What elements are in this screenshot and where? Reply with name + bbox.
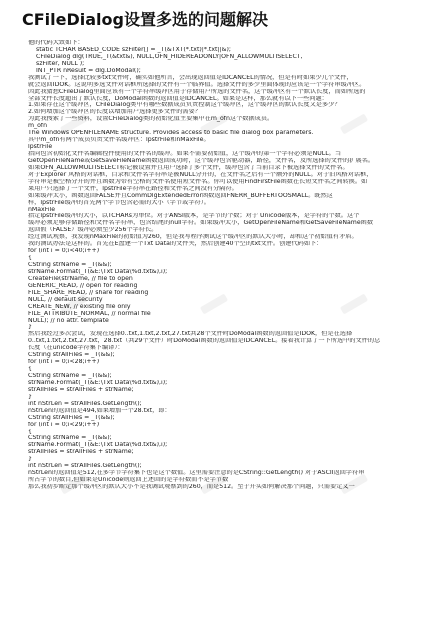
text-line: 因此我猜想CFileDialog里面应该有一个字符串缓冲区用于存储用户所选的文件名，这个缓冲区有一个默认长度，而如所选的 [28,88,366,95]
text-line: 0..txt,1.txt,2.txt,27.txt，28.txt（共29个文件）时DoModal函数的返回值是IDCANCEL。接着我计算了一下所选中的文件的总 [28,338,381,345]
text-line: 经过测试观察，我发现nMaxFile的初始值为260，但是我写程序测试这个缓冲区的默认大小时，却和这个初始值有矛盾。 [28,234,358,241]
text-line: { [28,255,32,262]
text-line: CreateFile(strName, // file to open [28,275,133,282]
text-line: 字符串是被空格分开的并且函数为带有空格的文件名使用短文件名。你可以使用FindFirstFile函数在长短文件名之间转换。如 [28,178,368,185]
text-line: 他的代码大致如下： [28,40,84,46]
text-line: 我的测试办法是这样的。首先在E盘建一个Txt Data的文件夹，然后创建40个空的txt文件。创建代码如下： [28,241,323,248]
text-line: CString strName = _T(&&); [28,435,112,442]
text-line: 然后我经过多次尝试，发现在选择0..txt,1.txt,2.txt,27.txt共28个文件时DoModal函数的返回值是IDOK，但是在选择 [28,331,353,338]
text-line: 就会返回IDOK。这说明多选文件对话框所选择的文件有一个临界值。选择文件的多少里面体现的应该是一个字符串缓冲区。 [28,81,366,88]
text-line: strName.Format(_T(&E:\Txt Data\%d.txt&),i); [28,379,168,386]
text-line: 为此我搜索了一些资料，设置CFileDialog类的初始化值主要集中在m_ofn这个数据成员。 [28,116,274,123]
text-line: 1.如果存在这个缓冲区，CFileDialog类中有哪些数据成员负责控制这个缓冲区，这个缓冲区的默认长度又是多少？ [28,102,341,109]
text-line: 指定lpstrFile缓冲的大小，以TCHARs为单位。对于ANSI版本，是字节的个数；对于 Unicode版本，是字符的个数。这个 [28,213,360,220]
text-line: } [28,393,32,400]
text-line: The Windows OPENFILENAME structure. Provides access to basic file dialog box parameters. [28,130,314,137]
text-line: 返回假（FALSE）缓冲必须至少256个字符长。 [28,227,158,234]
text-line: 如果OFN_ALLOWMULTISELECT标记被设置并且用户选择了多个文件，缓冲包含了当前目录下被选择文件的文件名。 [28,164,349,171]
text-line: CString strAllFiles = _T(&&); [28,352,115,359]
text-line: FILE_SHARE_READ, // share for reading [28,289,149,296]
text-line: CString strName = _T(&&); [28,262,112,268]
text-line: } [28,324,32,331]
text-line: lpstrFile [28,144,53,151]
text-line: FILE_ATTRIBUTE_NORMAL, // normal file [28,310,151,317]
text-line: NULL); // no attr. template [28,317,109,324]
text-line: 所占字节的数目,但如果是Unicode则返回上述回的是字符数而不是字节数 [28,477,229,484]
text-line: nStrLen的返回值是512,在多字节字符集下也是这个数值。这里需要注意的是CString::GetLength() 对于ASCII返回字符串 [28,470,365,477]
text-line: int nStrLen = strAllFiles.GetLength(); [28,400,142,407]
text-line: 缓冲必须足够存储路径和文件名字符串，包含结尾的null字符。如果缓冲太小，GetOpenFileName和GetSaveFileName函数 [28,220,374,227]
text-line: 如果缓冲太小，函数返回FALSE并且CommDlgExtendedError函数返回FNERR_BUFFERTOOSMALL。既然这 [28,192,333,199]
text-line: CFileDialog dlg(TRUE,_T(&txt&), NULL,OFN_HIDEREADONLY|OFN_ALLOWMULTISELECT, [36,53,303,60]
text-line: { [28,366,32,373]
text-line: nMaxFile [28,206,56,213]
text-line: } [28,456,32,463]
text-line: for (int i = 0;i<28;i++) [28,359,100,366]
text-line: GetOpenFileName或GetSaveFileName函数返回成功时，这个缓冲包含驱动器，路径，文件名，及所选择的文件的扩展名。 [28,157,375,164]
text-line: for (int i = 0;i<29;i++) [28,421,100,428]
text-line: 长度（在unicode字符集下编译）： [28,345,124,352]
text-line: INT_PTR nResult = dlg.DoModal(); [36,67,141,74]
document-body [28,40,420,491]
text-line: 样，lpstrFile缓冲的首先两个字节包含必需的大小（字节或字符）。 [28,199,210,206]
text-line: nStrLen的返回值是494,如果增加一个28.txt，即： [28,407,171,414]
text-line: szFilter, NULL ); [36,60,85,67]
text-line: CREATE_NEW, // existing file only [28,303,131,310]
text-line: NULL, // default security [28,296,103,303]
text-line: 其中m_ofn有两个成员负责文件名缓冲区：lpstrFile和nMaxFile。 [28,137,210,144]
text-line: 对于Explorer 风格的对话框，目录和文件名字符串是被NULL分开的，在文件名之后有一个额外的NULL。对于旧风格对话框， [28,171,373,178]
text-line: 2.如何增加这个缓冲区的长度以增加用户选择更多文件的需要？ [28,109,201,116]
text-line: 指向包含初始化文件名编辑控件使用的文件名的缓冲。如果不需要初始值，这个缓冲的第一个字符必须是NULL。当 [28,151,342,157]
text-line: { [28,428,32,435]
document-title: CFileDialog设置多选的问题解决 [22,10,268,29]
text-line: 果用户只选择了一个文件，lpstrFile字符串在路径和文件名之间没有分隔符。 [28,185,238,192]
text-line: int nStrLen = strAllFiles.GetLength(); [28,463,142,470]
text-line: CString strName = _T(&&); [28,373,112,379]
text-line: strName.Format(_T(&E:\Txt Data\%d.txt&),i); [28,442,168,449]
text-line: strAllFiles = strAllFiles + strName; [28,386,134,393]
text-line: CString strAllFiles = _T(&&); [28,414,115,421]
text-line: m_ofn [28,123,48,130]
text-line: strAllFiles = strAllFiles + strName; [28,449,134,456]
text-line: static TCHAR BASED_CODE szFilter[] = _T(&TXT(*.txt)|*.txt||&); [36,46,231,53]
text-line: for (int i = 0;i<40;i++) [28,248,100,255]
text-line: 我测试了一下，选择比较多txt文件时，确实如他所言，会出现返回值是IDCANCEL的情况，但是有时如果少几个文件， [28,74,353,81]
text-line: GENERIC_READ, // open for reading [28,282,138,289]
text-line: 那么我初步断定那个缓冲区的默认大小不是我调试观察到的260，而是512。至于开头如何解决那个问题，只需要定义一 [28,484,355,490]
text-line: 全部文件长度超出了默认长度，DoModal函数的返回值是IDCANCEL。如果是这样，那么就有以下一些问题： [28,95,328,102]
text-line: strName.Format(_T(&E:\Txt Data\%d.txt&),i); [28,268,168,275]
